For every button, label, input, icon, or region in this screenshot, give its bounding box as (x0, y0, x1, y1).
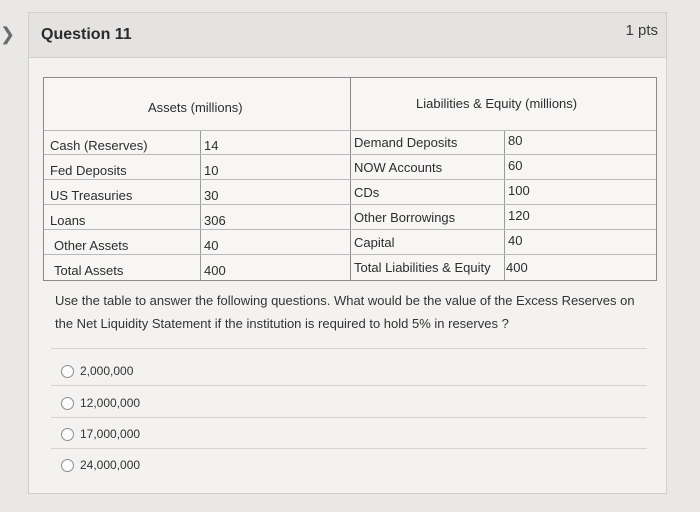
radio-icon[interactable] (61, 459, 74, 472)
asset-label: Other Assets (54, 238, 129, 253)
assets-value-divider (200, 130, 201, 280)
option-separator (51, 448, 647, 449)
liability-total-value: 400 (506, 260, 528, 275)
option-separator (51, 385, 647, 386)
liability-value: 60 (508, 158, 523, 173)
option-separator (51, 348, 647, 349)
liability-label: CDs (354, 185, 380, 200)
row-line (44, 179, 656, 180)
option-label: 12,000,000 (80, 396, 141, 410)
row-line (44, 204, 656, 205)
liability-value: 120 (508, 208, 530, 223)
option-label: 2,000,000 (80, 364, 134, 378)
answer-option-4[interactable] (61, 456, 140, 474)
liability-value: 80 (508, 133, 523, 148)
liability-value: 100 (508, 183, 530, 198)
liability-total-label: Total Liabilities & Equity (354, 260, 491, 275)
row-line (44, 130, 656, 131)
asset-total-value: 400 (204, 263, 226, 278)
answer-option-1[interactable] (61, 362, 133, 380)
asset-label: US Treasuries (50, 188, 133, 203)
liability-value: 40 (508, 233, 523, 248)
asset-label: Cash (Reserves) (50, 138, 148, 153)
asset-label: Loans (50, 213, 86, 228)
liability-label: Demand Deposits (354, 135, 458, 150)
radio-icon[interactable] (61, 365, 74, 378)
answer-option-3[interactable] (61, 425, 140, 443)
liability-label: Capital (354, 235, 395, 250)
row-line (44, 154, 656, 155)
question-title: Question 11 (41, 26, 132, 43)
asset-value: 10 (204, 163, 219, 178)
option-label: 17,000,000 (80, 427, 141, 441)
back-arrow-icon[interactable]: ❯ (0, 24, 16, 44)
row-line (44, 229, 656, 230)
option-label: 24,000,000 (80, 458, 141, 472)
radio-icon[interactable] (61, 397, 74, 410)
row-line (44, 254, 656, 255)
answer-option-2[interactable] (61, 394, 140, 412)
liability-label: NOW Accounts (354, 160, 443, 175)
asset-total-label: Total Assets (54, 263, 124, 278)
question-text: Use the table to answer the following questions. What would be the value of the Excess Reserves on the Net Liquidity Statement if the institution is required to hold 5% in reserves ? (55, 293, 635, 331)
liability-label: Other Borrowings (354, 210, 456, 225)
asset-value: 30 (204, 188, 219, 203)
liabilities-value-divider (504, 130, 505, 280)
asset-value: 306 (204, 213, 226, 228)
radio-icon[interactable] (61, 428, 74, 441)
option-separator (51, 417, 647, 418)
assets-header: Assets (millions) (148, 100, 243, 115)
liabilities-header: Liabilities & Equity (millions) (416, 96, 578, 111)
question-points: 1 pts (625, 22, 658, 39)
balance-sheet-table (43, 77, 657, 281)
asset-value: 14 (204, 138, 219, 153)
question-card (28, 12, 667, 494)
asset-value: 40 (204, 238, 219, 253)
question-header (29, 13, 666, 58)
asset-label: Fed Deposits (50, 163, 127, 178)
